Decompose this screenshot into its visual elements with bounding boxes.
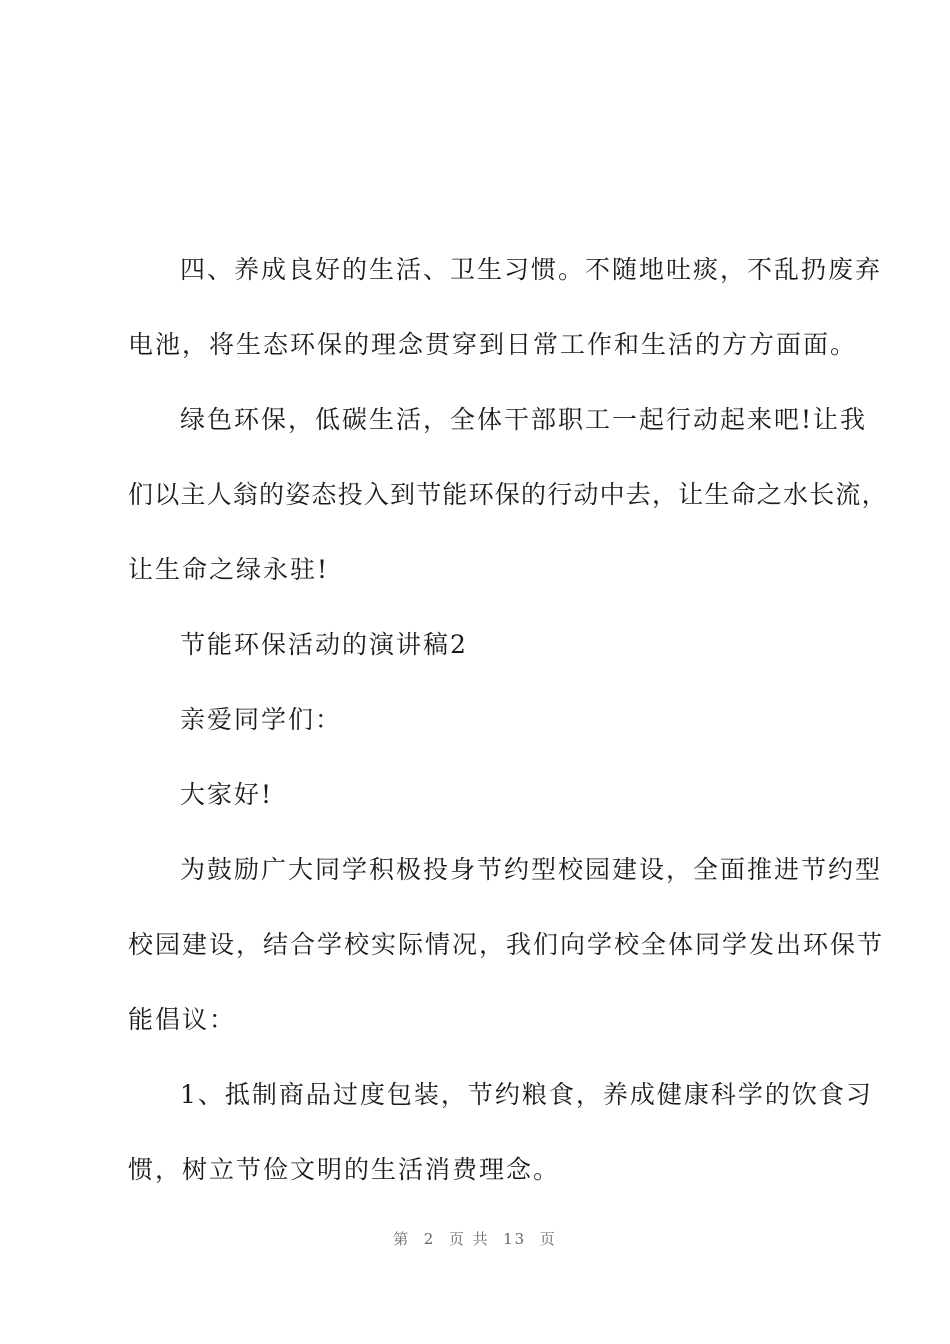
paragraph-line: 为鼓励广大同学积极投身节约型校园建设，全面推进节约型 (180, 855, 883, 884)
greeting: 大家好! (180, 780, 274, 809)
paragraph-line: 让生命之绿永驻! (128, 555, 330, 584)
page-number-footer: 第 2 页 共 13 页 (393, 1230, 557, 1248)
section-heading: 节能环保活动的演讲稿2 (180, 630, 468, 659)
list-item-line: 1、抵制商品过度包装，节约粮食，养成健康科学的饮食习 (180, 1080, 873, 1109)
paragraph-line: 绿色环保，低碳生活，全体干部职工一起行动起来吧!让我 (180, 405, 868, 434)
paragraph-line: 四、养成良好的生活、卫生习惯。不随地吐痰，不乱扔废弃 (180, 255, 883, 284)
paragraph-line: 们以主人翁的姿态投入到节能环保的行动中去，让生命之水长流， (128, 480, 888, 509)
salutation: 亲爱同学们： (180, 705, 343, 734)
paragraph-line: 能倡议： (128, 1005, 237, 1034)
paragraph-line: 校园建设，结合学校实际情况，我们向学校全体同学发出环保节 (128, 930, 885, 959)
paragraph-line: 电池，将生态环保的理念贯穿到日常工作和生活的方方面面。 (128, 330, 858, 359)
list-item-line: 惯，树立节俭文明的生活消费理念。 (128, 1155, 561, 1184)
